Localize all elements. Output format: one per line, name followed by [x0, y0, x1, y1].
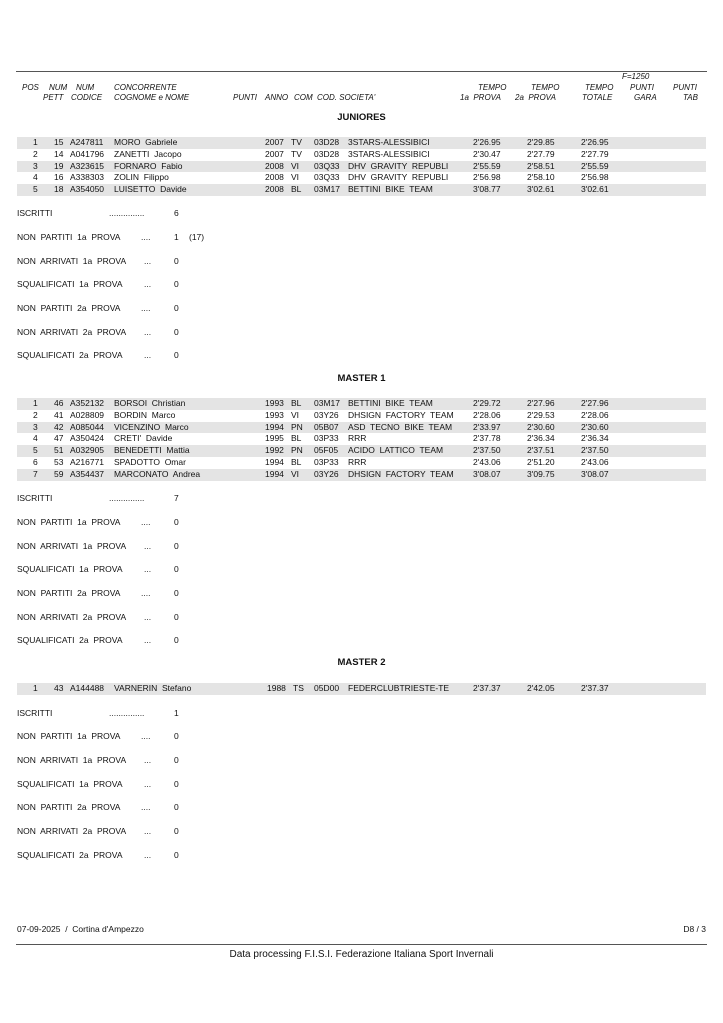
f-value: F=1250 [622, 72, 650, 81]
cell-codice: A338303 [70, 172, 105, 183]
section-title-juniores: JUNIORES [337, 112, 386, 123]
stat-label: SQUALIFICATI 1a PROVA [17, 779, 123, 789]
cell-com: PN [291, 445, 303, 456]
cell-tempo-2: 2'27.79 [527, 148, 555, 159]
cell-codice: A350424 [70, 433, 105, 444]
stat-dots: ... [144, 564, 152, 574]
cell-societa: DHSIGN FACTORY TEAM [348, 468, 454, 479]
cell-tempo-totale: 2'30.60 [581, 421, 609, 432]
cell-cod: 03P33 [314, 456, 339, 467]
cell-com: VI [291, 409, 300, 420]
stat-label: ISCRITTI [17, 493, 53, 503]
cell-com: VI [291, 172, 300, 183]
cell-pett: 53 [54, 456, 64, 467]
cell-tempo-1: 2'37.37 [473, 683, 501, 693]
cell-name: CRETI' Davide [114, 433, 173, 444]
col-concorrente: CONCORRENTE [114, 83, 177, 92]
stat-dots: ... [144, 279, 152, 289]
cell-tempo-2: 2'42.05 [527, 683, 555, 693]
cell-pett: 43 [54, 683, 64, 693]
cell-tempo-1: 2'33.97 [473, 421, 501, 432]
cell-pett: 15 [54, 137, 64, 147]
cell-pett: 46 [54, 398, 64, 408]
col-com: COM [294, 93, 313, 102]
cell-tempo-1: 2'29.72 [473, 398, 501, 408]
cell-tempo-totale: 3'02.61 [581, 184, 609, 195]
col-tempo-2: TEMPO [531, 83, 560, 92]
stat-value: 0 [174, 350, 179, 360]
stat-dots: .... [141, 588, 151, 598]
col-tab: TAB [683, 93, 698, 102]
cell-tempo-1: 2'30.47 [473, 148, 501, 159]
cell-codice: A323615 [70, 160, 105, 171]
cell-pos: 4 [33, 433, 38, 444]
cell-tempo-2: 2'29.85 [527, 137, 555, 147]
cell-name: MORO Gabriele [114, 137, 178, 147]
cell-tempo-1: 2'56.98 [473, 172, 501, 183]
table-row [17, 161, 706, 173]
col-2a-prova: 2a PROVA [515, 93, 556, 102]
cell-pett: 41 [54, 409, 64, 420]
cell-cod: 03M17 [314, 398, 340, 408]
cell-tempo-1: 2'37.50 [473, 445, 501, 456]
cell-codice: A041796 [70, 148, 105, 159]
col-anno: ANNO [265, 93, 289, 102]
cell-name: SPADOTTO Omar [114, 456, 186, 467]
stat-value: 0 [174, 731, 179, 741]
cell-pett: 19 [54, 160, 64, 171]
cell-name: ZANETTI Jacopo [114, 148, 182, 159]
results-table-juniores [17, 137, 706, 196]
stat-label: SQUALIFICATI 2a PROVA [17, 635, 123, 645]
cell-com: TV [291, 148, 302, 159]
cell-name: VICENZINO Marco [114, 421, 189, 432]
stat-label: ISCRITTI [17, 708, 53, 718]
stat-dots: ... [144, 350, 152, 360]
stat-dots: ... [144, 256, 152, 266]
cell-pos: 2 [33, 148, 38, 159]
stat-label: NON PARTITI 1a PROVA [17, 232, 121, 242]
stat-label: NON ARRIVATI 1a PROVA [17, 256, 127, 266]
section-title-master-1: MASTER 1 [337, 373, 386, 384]
cell-tempo-2: 2'27.96 [527, 398, 555, 408]
col-pos: POS [22, 83, 39, 92]
cell-name: VARNERIN Stefano [114, 683, 192, 693]
cell-codice: A354437 [70, 468, 105, 479]
cell-societa: RRR [348, 433, 367, 444]
col-gara: GARA [634, 93, 657, 102]
cell-societa: ACIDO LATTICO TEAM [348, 445, 444, 456]
stat-value: 0 [174, 517, 179, 527]
cell-anno: 2008 [265, 184, 284, 195]
cell-tempo-1: 3'08.77 [473, 184, 501, 195]
cell-name: BENEDETTI Mattia [114, 445, 190, 456]
cell-com: BL [291, 184, 302, 195]
table-row [17, 149, 706, 161]
cell-pos: 3 [33, 421, 38, 432]
stat-value: 0 [174, 327, 179, 337]
col-pett: PETT [43, 93, 64, 102]
stat-value: 1 [174, 708, 179, 718]
cell-com: BL [291, 456, 302, 467]
stat-value: 0 [174, 279, 179, 289]
cell-tempo-totale: 2'27.96 [581, 398, 609, 408]
cell-societa: DHV GRAVITY REPUBLI [348, 172, 449, 183]
cell-codice: A085044 [70, 421, 105, 432]
cell-tempo-totale: 2'36.34 [581, 433, 609, 444]
cell-tempo-totale: 2'26.95 [581, 137, 609, 147]
stat-dots: ............... [109, 708, 145, 718]
cell-cod: 03Y26 [314, 468, 339, 479]
cell-cod: 05D00 [314, 683, 340, 693]
table-row [17, 433, 706, 445]
cell-name: BORSOI Christian [114, 398, 186, 408]
stat-label: NON ARRIVATI 1a PROVA [17, 755, 127, 765]
stat-dots: ... [144, 779, 152, 789]
cell-anno: 1994 [265, 456, 284, 467]
stat-value: 0 [174, 588, 179, 598]
col-totale: TOTALE [582, 93, 613, 102]
cell-com: VI [291, 160, 300, 171]
table-row [17, 469, 706, 481]
cell-codice: A032905 [70, 445, 105, 456]
stat-dots: ... [144, 541, 152, 551]
cell-tempo-2: 2'58.51 [527, 160, 555, 171]
col-num-1: NUM [49, 83, 68, 92]
table-row [17, 445, 706, 457]
cell-com: BL [291, 433, 302, 444]
cell-com: TV [291, 137, 302, 147]
cell-tempo-2: 2'58.10 [527, 172, 555, 183]
cell-pett: 59 [54, 468, 64, 479]
col-punti-gara-1: PUNTI [630, 83, 654, 92]
col-cod-societa: COD. SOCIETA' [317, 93, 376, 102]
cell-anno: 1993 [265, 409, 284, 420]
cell-anno: 1994 [265, 421, 284, 432]
cell-tempo-1: 3'08.07 [473, 468, 501, 479]
col-1a-prova: 1a PROVA [460, 93, 501, 102]
cell-societa: 3STARS-ALESSIBICI [348, 148, 430, 159]
cell-societa: RRR [348, 456, 367, 467]
cell-societa: FEDERCLUBTRIESTE-TE [348, 683, 450, 693]
cell-anno: 1995 [265, 433, 284, 444]
col-punti: PUNTI [233, 93, 257, 102]
stat-label: NON PARTITI 2a PROVA [17, 802, 121, 812]
cell-societa: BETTINI BIKE TEAM [348, 184, 433, 195]
cell-pos: 1 [33, 683, 38, 693]
cell-cod: 03Q33 [314, 160, 340, 171]
stat-dots: ... [144, 850, 152, 860]
cell-com: BL [291, 398, 302, 408]
cell-tempo-totale: 2'37.37 [581, 683, 609, 693]
cell-cod: 05F05 [314, 445, 339, 456]
cell-pett: 16 [54, 172, 64, 183]
stat-label: NON ARRIVATI 2a PROVA [17, 826, 127, 836]
cell-cod: 03M17 [314, 184, 340, 195]
cell-pett: 42 [54, 421, 64, 432]
col-tempo-1: TEMPO [478, 83, 507, 92]
cell-societa: DHV GRAVITY REPUBLI [348, 160, 449, 171]
stat-label: NON PARTITI 1a PROVA [17, 731, 121, 741]
cell-cod: 03D28 [314, 137, 340, 147]
stat-dots: ............... [109, 208, 145, 218]
stat-label: NON ARRIVATI 2a PROVA [17, 327, 127, 337]
table-row [17, 137, 706, 149]
cell-pos: 5 [33, 445, 38, 456]
stat-value: 7 [174, 493, 179, 503]
cell-societa: 3STARS-ALESSIBICI [348, 137, 430, 147]
cell-tempo-totale: 2'56.98 [581, 172, 609, 183]
stat-value: 0 [174, 303, 179, 313]
cell-tempo-2: 2'51.20 [527, 456, 555, 467]
cell-codice: A352132 [70, 398, 105, 408]
cell-anno: 2008 [265, 160, 284, 171]
stat-label: NON ARRIVATI 1a PROVA [17, 541, 127, 551]
stat-dots: .... [141, 802, 151, 812]
cell-com: PN [291, 421, 303, 432]
stat-value: 0 [174, 755, 179, 765]
table-row [17, 184, 706, 196]
cell-tempo-2: 2'37.51 [527, 445, 555, 456]
cell-pos: 3 [33, 160, 38, 171]
stat-dots: ... [144, 612, 152, 622]
stat-label: NON PARTITI 2a PROVA [17, 588, 121, 598]
results-table-master-2 [17, 683, 706, 695]
stat-dots: .... [141, 517, 151, 527]
cell-tempo-totale: 2'55.59 [581, 160, 609, 171]
stat-value: 0 [174, 850, 179, 860]
stat-dots: ... [144, 327, 152, 337]
stat-dots: ... [144, 635, 152, 645]
footer-rule [16, 944, 707, 945]
stat-label: ISCRITTI [17, 208, 53, 218]
col-codice: CODICE [71, 93, 103, 102]
stat-label: NON ARRIVATI 2a PROVA [17, 612, 127, 622]
col-num-2: NUM [76, 83, 95, 92]
cell-codice: A144488 [70, 683, 105, 693]
col-punti-tab-1: PUNTI [673, 83, 697, 92]
cell-cod: 03Q33 [314, 172, 340, 183]
cell-anno: 1992 [265, 445, 284, 456]
stat-dots: .... [141, 232, 151, 242]
cell-anno: 2007 [265, 137, 284, 147]
stat-value: 0 [174, 635, 179, 645]
stat-value: 0 [174, 541, 179, 551]
cell-tempo-1: 2'37.78 [473, 433, 501, 444]
cell-pos: 1 [33, 137, 38, 147]
stat-label: SQUALIFICATI 1a PROVA [17, 564, 123, 574]
table-row [17, 398, 706, 410]
cell-cod: 03D28 [314, 148, 340, 159]
stat-value: 6 [174, 208, 179, 218]
cell-pos: 2 [33, 409, 38, 420]
cell-societa: BETTINI BIKE TEAM [348, 398, 433, 408]
cell-name: BORDIN Marco [114, 409, 176, 420]
cell-tempo-2: 2'36.34 [527, 433, 555, 444]
stat-value: 0 [174, 612, 179, 622]
cell-tempo-2: 2'29.53 [527, 409, 555, 420]
stat-extra: (17) [189, 232, 205, 242]
cell-anno: 1988 [267, 683, 286, 693]
stat-value: 0 [174, 779, 179, 789]
cell-pos: 7 [33, 468, 38, 479]
footer-date-place: 07-09-2025 / Cortina d'Ampezzo [17, 924, 144, 934]
cell-tempo-2: 3'02.61 [527, 184, 555, 195]
cell-name: LUISETTO Davide [114, 184, 187, 195]
cell-tempo-2: 3'09.75 [527, 468, 555, 479]
cell-codice: A216771 [70, 456, 105, 467]
stat-dots: .... [141, 731, 151, 741]
cell-tempo-1: 2'26.95 [473, 137, 501, 147]
stat-label: SQUALIFICATI 2a PROVA [17, 350, 123, 360]
results-table-master-1 [17, 398, 706, 481]
cell-codice: A247811 [70, 137, 104, 147]
cell-tempo-totale: 2'43.06 [581, 456, 609, 467]
stat-label: SQUALIFICATI 2a PROVA [17, 850, 123, 860]
cell-tempo-1: 2'28.06 [473, 409, 501, 420]
table-row [17, 172, 706, 184]
cell-anno: 1994 [265, 468, 284, 479]
table-row [17, 683, 706, 695]
cell-tempo-2: 2'30.60 [527, 421, 555, 432]
col-tempo-3: TEMPO [585, 83, 614, 92]
cell-tempo-totale: 2'37.50 [581, 445, 609, 456]
cell-tempo-1: 2'55.59 [473, 160, 501, 171]
stat-value: 1 [174, 232, 179, 242]
cell-cod: 03P33 [314, 433, 339, 444]
cell-name: FORNARO Fabio [114, 160, 183, 171]
stat-dots: ... [144, 826, 152, 836]
cell-pett: 51 [54, 445, 64, 456]
cell-tempo-totale: 2'28.06 [581, 409, 609, 420]
stat-value: 0 [174, 826, 179, 836]
section-title-master-2: MASTER 2 [337, 657, 386, 668]
cell-pos: 4 [33, 172, 38, 183]
cell-name: MARCONATO Andrea [114, 468, 201, 479]
table-row [17, 457, 706, 469]
stat-label: SQUALIFICATI 1a PROVA [17, 279, 123, 289]
cell-pos: 1 [33, 398, 38, 408]
cell-pos: 6 [33, 456, 38, 467]
stat-value: 0 [174, 564, 179, 574]
stat-value: 0 [174, 256, 179, 266]
col-cognome-nome: COGNOME e NOME [114, 93, 190, 102]
stat-dots: .... [141, 303, 151, 313]
cell-codice: A354050 [70, 184, 105, 195]
cell-pos: 5 [33, 184, 38, 195]
cell-anno: 1993 [265, 398, 284, 408]
stat-dots: ............... [109, 493, 145, 503]
cell-tempo-1: 2'43.06 [473, 456, 501, 467]
cell-societa: DHSIGN FACTORY TEAM [348, 409, 454, 420]
cell-anno: 2008 [265, 172, 284, 183]
cell-name: ZOLIN Filippo [114, 172, 169, 183]
cell-societa: ASD TECNO BIKE TEAM [348, 421, 453, 432]
table-row [17, 410, 706, 422]
stat-value: 0 [174, 802, 179, 812]
table-row [17, 422, 706, 434]
cell-cod: 03Y26 [314, 409, 339, 420]
cell-com: VI [291, 468, 300, 479]
cell-tempo-totale: 3'08.07 [581, 468, 609, 479]
footer-credits: Data processing F.I.S.I. Federazione Italiana Sport Invernali [229, 949, 494, 960]
cell-cod: 05B07 [314, 421, 339, 432]
top-rule [16, 71, 707, 72]
stat-label: NON PARTITI 2a PROVA [17, 303, 121, 313]
cell-com: TS [293, 683, 304, 693]
cell-pett: 18 [54, 184, 64, 195]
footer-page-number: D8 / 3 [683, 924, 706, 934]
cell-pett: 47 [54, 433, 64, 444]
cell-tempo-totale: 2'27.79 [581, 148, 609, 159]
cell-pett: 14 [54, 148, 64, 159]
stat-label: NON PARTITI 1a PROVA [17, 517, 121, 527]
stat-dots: ... [144, 755, 152, 765]
cell-anno: 2007 [265, 148, 284, 159]
cell-codice: A028809 [70, 409, 105, 420]
